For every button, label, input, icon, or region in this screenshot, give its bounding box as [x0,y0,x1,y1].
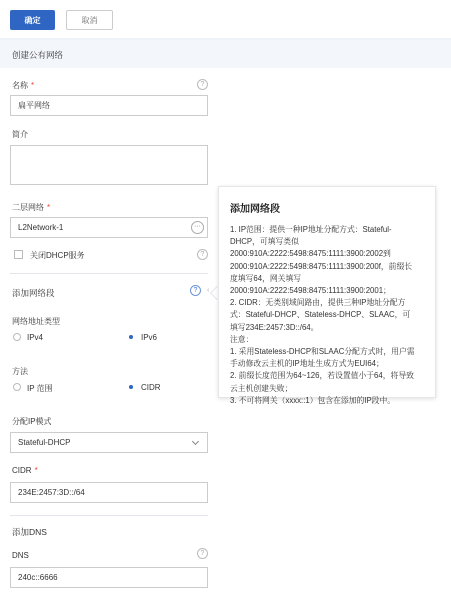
ip-mode-select[interactable] [10,432,208,453]
tooltip-line: 2. CIDR：无类别域间路由，提供三种IP地址分配方 [230,298,406,308]
disable-dhcp-checkbox[interactable] [14,250,23,259]
tooltip-line: 2000:910A:2222:5498:8475:1111:3900:2001； [230,286,391,296]
add-range-title: 添加网络段 [12,288,55,298]
ip-range-label: IP 范围 [27,384,53,393]
required-mark: * [31,81,35,90]
cancel-button[interactable]: 取消 [66,10,113,30]
cidr-radio[interactable] [127,383,135,391]
add-dns-title: 添加DNS [12,527,47,537]
description-label: 简介 [12,130,28,139]
dns-input[interactable]: 240c::6666 [10,567,208,588]
l2-network-value: L2Network-1 [18,223,64,232]
tooltip-line: DHCP，可填写类似 [230,237,299,247]
description-textarea[interactable] [10,145,208,185]
tooltip-line: 2000:910A:2222:5498:8475:1111:3900:200f，前缀长 [230,261,413,271]
ipv6-radio[interactable] [127,333,135,341]
cidr-label: CIDR * [12,466,38,475]
ipv4-label: IPv4 [27,333,44,342]
method-label: 方法 [12,367,28,376]
address-type-label: 网络地址类型 [12,317,60,326]
divider [10,515,208,516]
form-header [0,40,451,68]
help-icon[interactable]: ? [197,249,208,260]
l2-network-label: 二层网络 * [12,203,51,212]
tooltip-body [230,224,433,407]
required-mark: * [34,466,38,475]
ip-range-radio[interactable] [13,383,21,391]
required-mark: * [47,203,51,212]
tooltip-line: 2000:910A:2222:5498:8475:1111:3900:2002到 [230,249,391,259]
tooltip-line: 云主机创建失败； [230,383,293,393]
tooltip-line: 注意： [230,334,254,344]
help-icon[interactable]: ? [197,548,208,559]
chevron-down-icon [192,438,199,445]
tooltip-line: 填写234E:2457:3D::/64。 [230,322,319,332]
tooltip-popover [218,186,436,405]
name-input[interactable]: 扁平网络 [10,95,208,116]
more-icon[interactable]: ··· [191,221,204,234]
page-title: 创建公有网络 [12,50,64,60]
tooltip-line: 1. 采用Stateless-DHCP和SLAAC分配方式时，用户需 [230,347,415,357]
tooltip-line: 1. IP范围：提供一种IP地址分配方式：Stateful- [230,225,392,234]
help-icon[interactable]: ? [197,79,208,90]
cidr-input[interactable]: 234E:2457:3D::/64 [10,482,208,503]
tooltip-line: 度填写64，网关填写 [230,273,302,283]
dns-label: DNS [12,551,29,560]
ipv6-label: IPv6 [141,333,158,342]
l2-network-select[interactable] [10,217,208,238]
tooltip-title: 添加网络段 [230,204,280,215]
confirm-button[interactable]: 确定 [10,10,55,30]
ip-mode-value: Stateful-DHCP [18,438,71,447]
divider [10,273,208,274]
name-label: 名称 * [12,81,35,90]
tooltip-line: 3. 不可将网关（xxxx::1）包含在添加的IP段中。 [230,395,396,405]
ip-mode-label: 分配IP模式 [12,417,52,426]
ipv4-radio[interactable] [13,333,21,341]
disable-dhcp-label: 关闭DHCP服务 [30,251,85,260]
help-icon[interactable]: ? [190,285,201,296]
tooltip-line: 2. 前缀长度范围为64~126，若设置值小于64，将导致 [230,371,414,381]
tooltip-line: 式：Stateful-DHCP、Stateless-DHCP、SLAAC，可 [230,310,411,320]
chevron-left-icon: ‹ [207,287,210,294]
tooltip-line: 手动修改云主机的IP地址生成方式为EUI64； [230,359,384,369]
cidr-option-label: CIDR [141,383,161,392]
